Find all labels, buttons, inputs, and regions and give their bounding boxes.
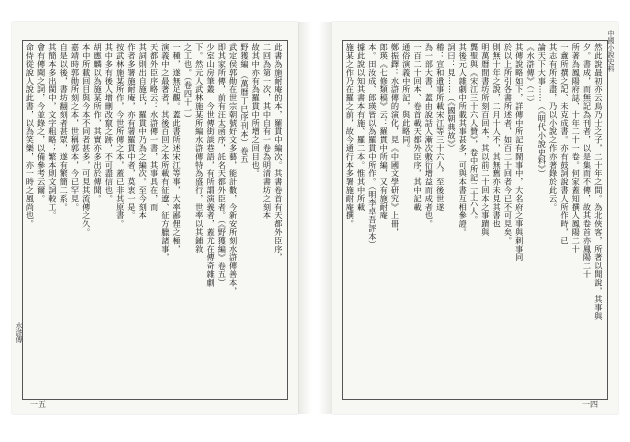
text-column: 其中多有後人增刪改竄之跡，不可盡信也。 [104, 43, 115, 203]
text-column: 所著為鳳陽府誌、十年二十一卷。何家蓋知撰人鳳陽二十 [571, 43, 582, 253]
text-column: 按武林施某所作，今世所傳之本，蓋已非其原書。 [115, 43, 126, 228]
text-column: 其後元人雜劇中所載其事甚多，可與本書互相參證。 [458, 43, 469, 237]
text-column: 詞曰：見……（《國朝典故》） [446, 43, 457, 153]
text-column: 夕。書成，而無記為刊者，以是集而不傳，故其卷首亦鳳陽二十 [582, 43, 593, 279]
right-page [12, 22, 298, 414]
text-column: 於以上所引各書所述者，如百二十回者今已不可見矣。 [503, 43, 514, 245]
text-column: 嘉靖時郭勛所刻之本，世稱郭本，今已罕見。 [70, 43, 81, 211]
text-column: 據此說以知其書本有施、羅二本。惟其中所載 [356, 43, 367, 211]
text-column: 《水滸傳》（二） [526, 43, 537, 107]
text-column: 明萬曆間書坊所刻百回本，其以前二十回本之事蹟與 [480, 43, 491, 237]
text-column: 自是以後，書坊翻刻者甚眾，遂有繁簡二系。 [59, 43, 70, 211]
text-column: 其簡本多出閩中，文字粗略；繁本則文詞較工。 [47, 43, 58, 220]
text-column: 之工也。（卷四十一） [183, 43, 194, 123]
text-column: 演義中之最著者，其後百回之本所載有征遼、征方臘諸事， [160, 43, 171, 262]
text-column: 其詞則出自施氏，羅貫中乃為之編次。至今刻本 [138, 43, 149, 220]
text-column: 一種，遂無足觀。蓋此書所述宋江等事，大率鄙俚之極， [172, 43, 183, 253]
column-list [345, 43, 605, 397]
text-column: 稽：宣和遺事所載宋江等三十六人，至後世遂 [435, 43, 446, 211]
text-column: 鄭振鐸：水滸傳的演化，見《中國文學研究》上冊， [390, 43, 401, 237]
text-column: 施某之作乃在羅之前，故今通行本多署施耐庵撰。 [345, 43, 356, 228]
text-column: 二回為第一次，其中自有一卷為明清書坊之刻本 [262, 43, 273, 220]
text-column: 一百二十回本、卷首載天都外臣序，其中記載 [413, 43, 424, 211]
text-column: 即其家所傳，前有汪太函序，託名天都外臣者。（《野獲編》卷五） [217, 43, 228, 287]
text-column: 然此說最初亦云鳥乃士之子，二十年之間。為北俠客，所著以聞說，其事與 [593, 43, 604, 321]
text-column: 下。然元人武林施某所編水滸傳特為盛行，世率以其鋪敘 [194, 43, 205, 253]
text-column: 命侍從說人說此書，以為笑樂，亦一時之風尚也。 [25, 43, 36, 228]
text-frame [22, 40, 288, 400]
text-column: 一盦所撰之記、未克成書。亦有鼓詞說書人所作時，已 [559, 43, 570, 245]
running-head: 水滸傳 [15, 322, 23, 343]
text-frame [342, 40, 608, 400]
column-list [25, 43, 285, 397]
running-head: 中國小說史料 [607, 30, 615, 72]
text-column: 論天下大事……（《明代小說史料》） [537, 43, 548, 178]
left-page [332, 22, 618, 414]
text-column: 本。田汝成、郎瑛皆以為羅貫中所作。（明李卓吾評本） [367, 43, 378, 249]
book-gutter [298, 22, 332, 414]
text-column: 野獲編 （萬曆丁巳序刊本）卷五 [239, 43, 250, 164]
text-column: 胡應麟以為施某所作，其實亦多出於傳聞。 [93, 43, 104, 203]
text-column: 此書為施耐庵的本，羅貫中編次。其書卷首有天都外臣序， [273, 43, 284, 262]
text-column: 天都外臣序略云：水滸傳一書，其事具在，而 [149, 43, 160, 211]
text-column: 則無十年之說，二月十人不，其無舊亦未見其書也 [492, 43, 503, 228]
page-number: 一五 [30, 400, 46, 409]
text-column: 本中所載回目與今本不同者甚多，可見其流傳之久。 [81, 43, 92, 237]
text-column: 會有傳聞之詞，今並錄之，以備參考云爾。 [36, 43, 47, 203]
text-column: 武定侯郭勛在世宗朝號好文多藝，能計數，今新安所刻水滸傳善本， [228, 43, 239, 295]
text-column: 郎瑛《七修類稿》云：羅貫中所編，又有施耐庵 [379, 43, 390, 220]
text-column: 作者多署施耐庵，亦有署羅貫中者，莫衷一是。 [126, 43, 137, 220]
text-column: 通俗演義中所記，與此略同。 [401, 43, 412, 153]
text-column: 其傳說略如下，詳傳中所記有鬧事中，大名府之事與刺事同 [514, 43, 525, 262]
text-column: 少室山房筆叢 今世傳街談巷語，有所謂演義者，蓋尤在傳奇雜劇 [206, 43, 217, 287]
text-column: 故其中亦有為羅貫中所增之回目也。 [251, 43, 262, 178]
text-column: 其志有所未盡，乃以小說之作亦著錄於此云。 [548, 43, 559, 211]
text-column: 龔聖與《宋江三十六人贊》，卷中所記二十六人。 [469, 43, 480, 224]
page-number: 一四 [582, 400, 598, 409]
text-column: 為一部大書，蓋由說話人漸次敷衍增益而成者也。 [424, 43, 435, 228]
